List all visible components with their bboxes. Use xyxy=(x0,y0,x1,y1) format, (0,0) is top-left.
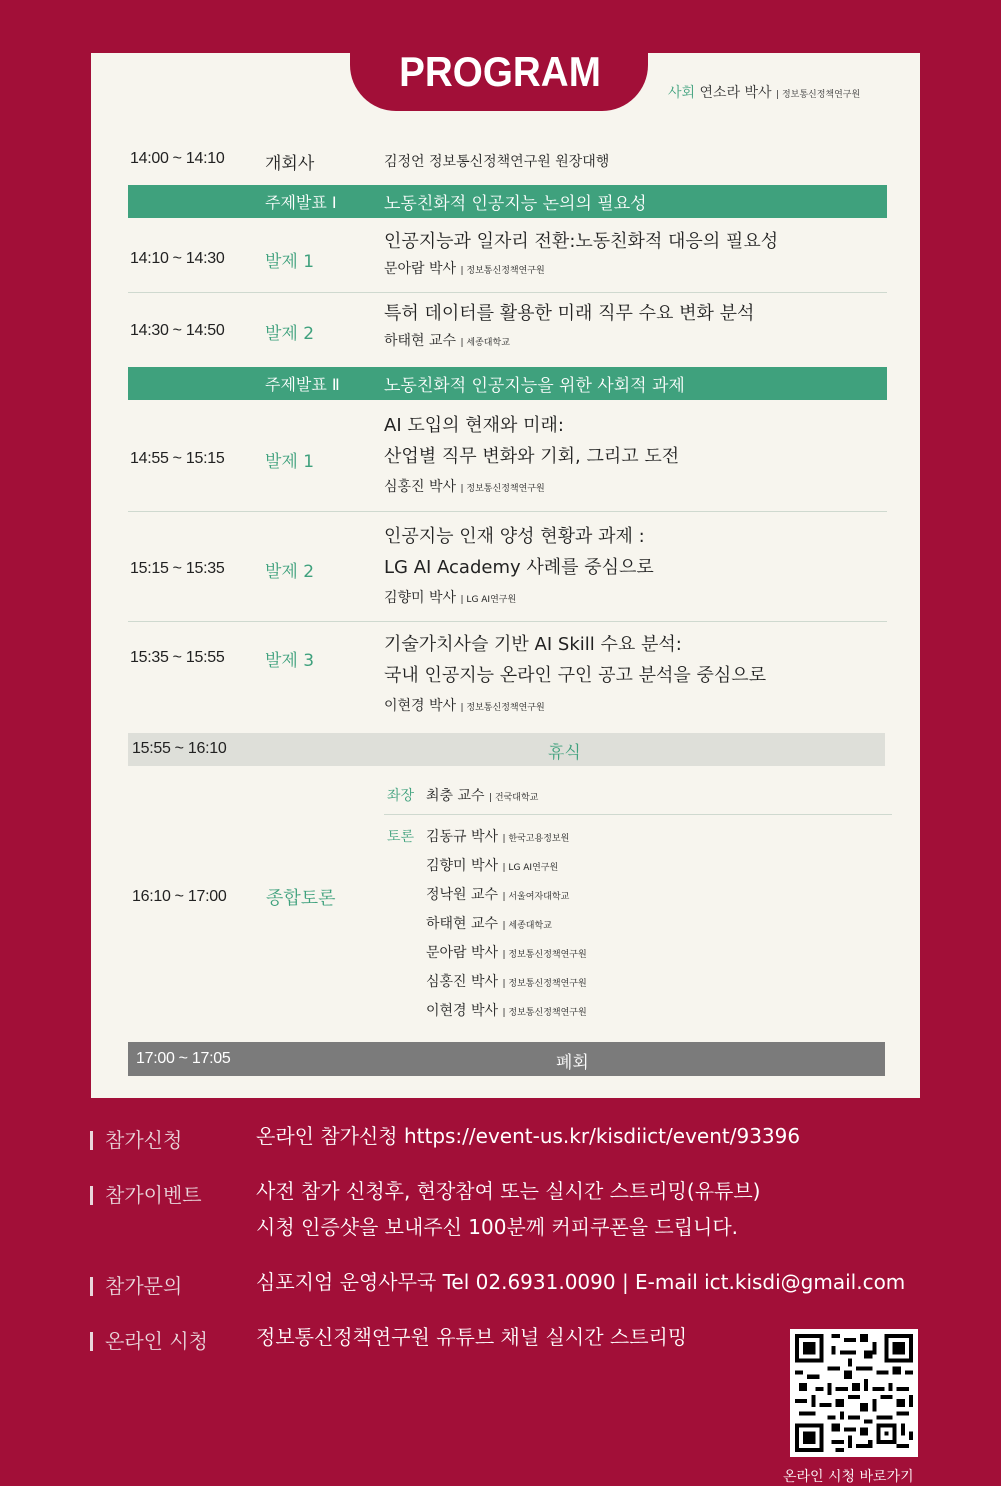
chair-role: 좌장 xyxy=(387,788,415,804)
talk-content xyxy=(384,226,778,283)
talk-row xyxy=(128,410,887,504)
session1-title: 노동친화적 인공지능 논의의 필요성 xyxy=(384,194,647,214)
chair xyxy=(426,785,538,805)
bullet-bar xyxy=(90,1186,93,1205)
talk-row xyxy=(128,521,887,615)
talk-time: 15:15 ~ 15:35 xyxy=(130,560,225,577)
discussion-divider xyxy=(384,814,892,815)
talk-content xyxy=(384,298,754,355)
event-text-line1: 사전 참가 신청후, 현장참여 또는 실시간 스트리밍(유튜브) xyxy=(256,1179,761,1203)
info-head-text: 참가문의 xyxy=(105,1274,183,1298)
talk-label: 발제 2 xyxy=(265,324,315,344)
break-row xyxy=(128,733,885,766)
talk-title: 인공지능과 일자리 전환:노동친화적 대응의 필요성 xyxy=(384,231,779,252)
panelist xyxy=(426,971,587,991)
panelist-name: 이현경 박사 xyxy=(426,1003,499,1019)
opening-time: 14:00 ~ 14:10 xyxy=(130,150,225,167)
break-time: 15:55 ~ 16:10 xyxy=(132,740,227,757)
talk-time: 14:55 ~ 15:15 xyxy=(130,450,225,467)
talk-title-line2: 산업별 직무 변화와 기회, 그리고 도전 xyxy=(384,446,680,467)
talk-content xyxy=(384,410,679,501)
session1-label: 주제발표 Ⅰ xyxy=(265,193,337,212)
moderator-org: | 정보통신정책연구원 xyxy=(776,90,861,100)
panelist-org: | 서울여자대학교 xyxy=(502,892,570,902)
panelist-name: 하태현 교수 xyxy=(426,916,499,932)
panelist-org: | 정보통신정책연구원 xyxy=(502,950,587,960)
talk-title: 특허 데이터를 활용한 미래 직무 수요 변화 분석 xyxy=(384,303,755,324)
closing-row xyxy=(128,1042,885,1076)
panelist xyxy=(426,826,569,846)
bullet-bar xyxy=(90,1131,93,1150)
talk-speaker xyxy=(384,694,766,720)
session2-band xyxy=(128,367,887,400)
talk-title-line1: 인공지능 인재 양성 현황과 과제 : xyxy=(384,526,645,547)
talk-speaker xyxy=(384,329,754,355)
talk-label: 발제 1 xyxy=(265,252,315,272)
panelist-name: 문아람 박사 xyxy=(426,945,499,961)
bullet-bar xyxy=(90,1277,93,1296)
panelist xyxy=(426,1000,587,1020)
session2-label: 주제발표 Ⅱ xyxy=(265,375,340,394)
panelist xyxy=(426,913,552,933)
talk-time: 15:35 ~ 15:55 xyxy=(130,649,225,666)
closing-time: 17:00 ~ 17:05 xyxy=(136,1050,231,1067)
discussion-label: 종합토론 xyxy=(266,888,336,909)
panelist xyxy=(426,855,558,875)
talk-title-line2: 국내 인공지능 온라인 구인 공고 분석을 중심으로 xyxy=(384,665,767,686)
contact-text: 심포지엄 운영사무국 Tel 02.6931.0090 | E-mail ict.kisdi@gmail.com xyxy=(256,1270,906,1294)
talk-title-line1: AI 도입의 현재와 미래: xyxy=(384,415,564,436)
talk-content xyxy=(384,629,766,720)
panelist-name: 정낙원 교수 xyxy=(426,887,499,903)
panelist-org: | 정보통신정책연구원 xyxy=(502,1008,587,1018)
talk-time: 14:10 ~ 14:30 xyxy=(130,250,225,267)
opening-row xyxy=(128,148,887,174)
row-divider xyxy=(128,292,887,293)
info-head-online xyxy=(90,1325,208,1354)
bullet-bar xyxy=(90,1332,93,1351)
opening-label: 개회사 xyxy=(265,154,315,174)
qr-code[interactable] xyxy=(790,1329,918,1457)
program-title: PROGRAM xyxy=(399,48,601,95)
speaker-name: 김향미 박사 xyxy=(384,590,457,606)
info-head-text: 참가이벤트 xyxy=(105,1183,202,1207)
panelist-org: | 세종대학교 xyxy=(502,921,552,931)
info-head-contact xyxy=(90,1270,182,1299)
talk-speaker xyxy=(384,586,654,612)
row-divider xyxy=(128,621,887,622)
speaker-name: 하태현 교수 xyxy=(384,333,457,349)
panelist-name: 김동규 박사 xyxy=(426,829,499,845)
speaker-name: 심홍진 박사 xyxy=(384,479,457,495)
speaker-org: | 세종대학교 xyxy=(460,338,510,348)
panelist xyxy=(426,942,587,962)
info-head-text: 참가신청 xyxy=(105,1128,183,1152)
panelist-name: 심홍진 박사 xyxy=(426,974,499,990)
session1-band xyxy=(128,185,887,218)
moderator xyxy=(668,82,860,102)
talk-speaker xyxy=(384,257,778,283)
panelist xyxy=(426,884,569,904)
qr-caption[interactable]: 온라인 시청 바로가기 xyxy=(783,1469,914,1485)
talk-row xyxy=(128,629,887,723)
speaker-org: | LG AI연구원 xyxy=(460,595,517,605)
talk-title-line2: LG AI Academy 사례를 중심으로 xyxy=(384,557,654,578)
panelist-name: 김향미 박사 xyxy=(426,858,499,874)
online-text: 정보통신정책연구원 유튜브 채널 실시간 스트리밍 xyxy=(256,1325,688,1349)
chair-name: 최충 교수 xyxy=(426,788,485,804)
moderator-role: 사회 xyxy=(668,85,696,101)
discussion-time: 16:10 ~ 17:00 xyxy=(132,888,227,905)
break-label: 휴식 xyxy=(548,743,581,763)
talk-label: 발제 3 xyxy=(265,651,315,671)
chair-org: | 건국대학교 xyxy=(489,793,539,803)
speaker-org: | 정보통신정책연구원 xyxy=(460,484,545,494)
panel-role: 토론 xyxy=(387,829,415,845)
closing-label: 폐회 xyxy=(556,1053,589,1073)
speaker-org: | 정보통신정책연구원 xyxy=(460,266,545,276)
panelist-org: | 한국고용정보원 xyxy=(502,834,570,844)
talk-label: 발제 1 xyxy=(265,452,315,472)
speaker-name: 문아람 박사 xyxy=(384,261,457,277)
info-head-text: 온라인 시청 xyxy=(105,1329,208,1353)
talk-row xyxy=(128,226,887,288)
panelist-org: | 정보통신정책연구원 xyxy=(502,979,587,989)
talk-time: 14:30 ~ 14:50 xyxy=(130,322,225,339)
talk-speaker xyxy=(384,475,679,501)
registration-text[interactable]: 온라인 참가신청 https://event-us.kr/kisdiict/event/93396 xyxy=(256,1124,801,1148)
talk-content xyxy=(384,521,654,612)
talk-title-line1: 기술가치사슬 기반 AI Skill 수요 분석: xyxy=(384,634,682,655)
info-head-event xyxy=(90,1179,202,1208)
event-text-line2: 시청 인증샷을 보내주신 100분께 커피쿠폰을 드립니다. xyxy=(256,1215,739,1239)
qr-code-icon xyxy=(795,1334,913,1452)
talk-label: 발제 2 xyxy=(265,562,315,582)
moderator-name: 연소라 박사 xyxy=(699,85,772,101)
opening-text: 김정언 정보통신정책연구원 원장대행 xyxy=(384,154,610,170)
row-divider xyxy=(128,511,887,512)
session2-title: 노동친화적 인공지능을 위한 사회적 과제 xyxy=(384,376,685,396)
panelist-org: | LG AI연구원 xyxy=(502,863,559,873)
speaker-org: | 정보통신정책연구원 xyxy=(460,703,545,713)
info-head-registration xyxy=(90,1124,182,1153)
talk-row xyxy=(128,298,887,360)
speaker-name: 이현경 박사 xyxy=(384,698,457,714)
